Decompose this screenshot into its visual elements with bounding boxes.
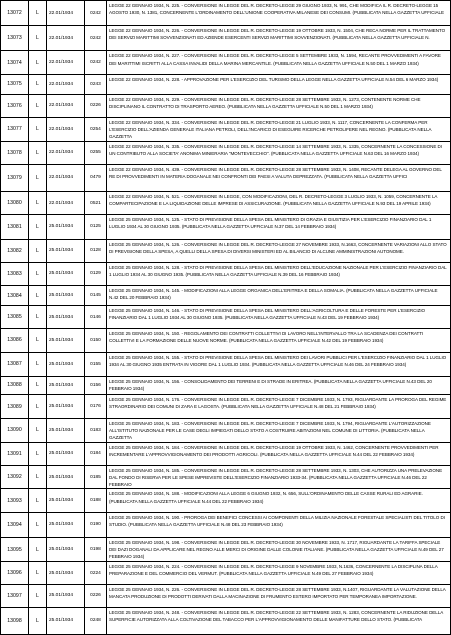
record-number: 13088: [1, 376, 29, 394]
record-description: LEGGE 22 GENNAIO 1934, N. 334. - CONVERSIONE IN LEGGE DEL R. DECRETO-LEGGE 21 LUGLIO 1933, N. 1117, CONCERNENTE LA CONFERMA PER L'ESERCIZIO DELL'AZIENDA GENERALE ITALIANA PETROLI, DELL'INCARICO DI ESEGUIRE RICERCHE PETROLIFERE NEL REGNO. (PUBBLICATA NELLA GAZZETTA: [107, 118, 451, 142]
record-page: 0150: [85, 329, 107, 352]
record-description: LEGGE 22 GENNAIO 1934, N. 227. - CONVERSIONE IN LEGGE DEL R. DECRETO-LEGGE 5 SETTEMBRE 1933, N. 1594, RECANTE PROVVEDIMENTI A FAVORE DEI MARITTIMI ISCRITTI ALLA CASSA INVALIDI DELLA MARINA MERCANTILE. (PUBBLICATA NELLA GAZZETTA UFFICIALE N.50 DEL 1 MARZO 1934): [107, 51, 451, 74]
record-date: 25.01/1934: [47, 262, 85, 285]
record-type: L: [29, 585, 47, 607]
record-page: 0128: [85, 239, 107, 262]
table-row: [1, 489, 451, 512]
record-date: 22.01/1934: [47, 26, 85, 51]
record-number: 13081: [1, 215, 29, 239]
record-number: 13098: [1, 607, 29, 634]
record-date: 22.01/1934: [47, 192, 85, 215]
record-type: L: [29, 118, 47, 142]
record-number: 13085: [1, 306, 29, 329]
record-type: L: [29, 394, 47, 418]
record-page: 0190: [85, 512, 107, 537]
table-row: [1, 26, 451, 51]
record-page: 0183: [85, 419, 107, 443]
record-date: 22.01/1934: [47, 164, 85, 191]
record-date: 25.01/1934: [47, 352, 85, 376]
record-type: L: [29, 442, 47, 465]
table-row: [1, 442, 451, 465]
record-date: 25.01/1934: [47, 419, 85, 443]
record-page: 0146: [85, 306, 107, 329]
table-row: [1, 419, 451, 443]
table-row: [1, 465, 451, 489]
record-page: 0176: [85, 394, 107, 418]
record-type: L: [29, 262, 47, 285]
record-description: LEGGE 25 GENNAIO 1934, N. 226. - CONVERSIONE IN LEGGE DEL R. DECRETO-LEGGE 28 SETTEMBRE 1933, N.1407, RIGUARDANTE LA VALUTAZIONE DELLA MANCATA PRODUZIONE DI PRODOTTI DERIVATI DALLA MACINAZIONE DI FRUMENTO ESTERO IMPORTATO PER TEMPORANEA IMPORTAZIONE.: [107, 585, 451, 607]
record-number: 13089: [1, 394, 29, 418]
record-type: L: [29, 329, 47, 352]
record-number: 13095: [1, 537, 29, 561]
record-type: L: [29, 1, 47, 26]
record-date: 22.01/1934: [47, 74, 85, 94]
record-description: LEGGE 22 GENNAIO 1934, N. 439. - CONVERSIONE IN LEGGE DEL R. DECRETO-LEGGE 28 SETTEMBRE 1933, N. 1408, RECANTE DELEGA AL GOVERNO DEL RE DI PROVVEDIMENTI IN MATERIA DOGANALE NEI CONFRONTI DEI PAESI A VALUTA DEPREZZATA. (PUBBLICATA NELLA GAZZETTA UFFICI: [107, 164, 451, 191]
record-number: 13074: [1, 51, 29, 74]
record-date: 25.01/1934: [47, 537, 85, 561]
table-row: [1, 585, 451, 607]
record-description: LEGGE 22 GENNAIO 1934, N. 226. - CONVERSIONE IN LEGGE DEL R. DECRETO-LEGGE 19 OTTOBRE 1933, N. 1504, CHE RECA NORME PER IL TRATTAMENTO DEI SERVIZI MARITTIMI SOVVENZIONATI ED AZIENDE ESERCENTI SERVIZI MARITTIMI SOVVENZIONATI. (PUBBLICATA NELLA GAZZETTA UFFICIALE N.: [107, 26, 451, 51]
record-type: L: [29, 512, 47, 537]
table-row: [1, 285, 451, 305]
record-description: LEGGE 25 GENNAIO 1934, N. 224. - CONVERSIONE IN LEGGE DEL R. DECRETO-LEGGE 9 NOVEMBRE 1933, N.1636, CONCERNENTE LA DISCIPLINA DELLA PREPARAZIONE E DEL COMMERCIO DEL VERMUT. (PUBBLICATA NELLA GAZZETTA UFFICIALE N.49 DEL 27 FEBBRAIO 1934): [107, 562, 451, 585]
record-page: 0479: [85, 164, 107, 191]
record-page: 0226: [85, 585, 107, 607]
record-date: 25.01/1934: [47, 306, 85, 329]
record-description: LEGGE 25 GENNAIO 1934, N. 128. - STATO DI PREVISIONE DELLA SPESA DEL MINISTERO DELL'EDUCAZIONE NAZIONALE PER L'ESERCIZIO FINANZIARIO DAL 1 LUGLIO 1934 AL 30 GIUGNO 1935. (PUBBLICATA NELLA GAZZETTA UFFICIALE N.39 DEL 16 FEBBRAIO 1934): [107, 262, 451, 285]
record-page: 0255: [85, 141, 107, 164]
record-description: LEGGE 25 GENNAIO 1934, N. 125. - STATO DI PREVISIONE DELLA SPESA DEL MINISTERO DI GRAZIA E GIUSTIZIA PER L'ESERCIZIO FINANZIARIO DAL 1 LUGLIO 1934 AL 30 GIUGNO 1935. (PUBBLICATA NELLA GAZZETTA UFFICIALE N.37 DEL 14 FEBBRAIO 1934): [107, 215, 451, 239]
table-row: [1, 352, 451, 376]
record-number: 13075: [1, 74, 29, 94]
record-type: L: [29, 285, 47, 305]
record-type: L: [29, 352, 47, 376]
table-row: [1, 562, 451, 585]
record-page: 0198: [85, 537, 107, 561]
table-row: [1, 118, 451, 142]
record-description: LEGGE 25 GENNAIO 1934, N. 176. - CONVERSIONE IN LEGGE DEL R. DECRETO-LEGGE 7 DICEMBRE 1933, N. 1793, RIGUARDANTE LA PROROGA DEL REGIME STRAORDINARIO DEI COMUNI DI ZARA E LAGOSTA. (PUBBLICATA NELLA GAZZETTA UFFICIALE N.48 DEL 21 FEBBRAIO 1934): [107, 394, 451, 418]
record-number: 13072: [1, 1, 29, 26]
record-date: 25.01/1934: [47, 512, 85, 537]
record-description: LEGGE 25 GENNAIO 1934, N. 183. - CONVERSIONE IN LEGGE DEL R. DECRETO-LEGGE 7 DICEMBRE 1933, N. 1794, RIGUARDANTE L'AUTORIZZAZIONE ALL'ISTITUTO NAZIONALE PER LE CASE DEGLI IMPIEGATI DELLO STATO A COSTRUIRE ABITAZIONI NEL COMUNE DI LITTORIA. (PUBBLICATA NELLA GAZZETTA: [107, 419, 451, 443]
record-page: 0248: [85, 607, 107, 634]
record-number: 13078: [1, 141, 29, 164]
table-row: [1, 262, 451, 285]
record-type: L: [29, 51, 47, 74]
record-type: L: [29, 215, 47, 239]
record-date: 25.01/1934: [47, 215, 85, 239]
record-type: L: [29, 141, 47, 164]
record-date: 22.01/1934: [47, 141, 85, 164]
record-page: 0242: [85, 1, 107, 26]
record-date: 25.01/1934: [47, 585, 85, 607]
record-page: 0185: [85, 465, 107, 489]
record-description: LEGGE 25 GENNAIO 1934, N. 198. - CONVERSIONE IN LEGGE DEL R. DECRETO-LEGGE 30 NOVEMBRE 1933, N. 1717, RIGUARDANTE LA TARIFFA SPECIALE DEI DAZI DOGANALI DA APPLICARE NEL REGNO ALLE MERCI DI ORIGINE DALLE COLONIE ITALIANE. (PUBBLICATA NELLA GAZZETTA UFFICIALE N.49 DEL 27 FEBBRAIO 1934): [107, 537, 451, 561]
table-row: [1, 51, 451, 74]
record-page: 0521: [85, 192, 107, 215]
record-page: 0242: [85, 26, 107, 51]
record-number: 13084: [1, 285, 29, 305]
record-page: 0155: [85, 352, 107, 376]
register-body: [1, 1, 451, 635]
record-type: L: [29, 74, 47, 94]
record-number: 13083: [1, 262, 29, 285]
record-description: LEGGE 25 GENNAIO 1934, N. 248. - CONVERSIONE IN LEGGE DEL R. DECRETO-LEGGE 22 SETTEMBRE 1933, N. 1283, CONCERNENTE LA RIDUZIONE DELLA SUPERFICIE AUTORIZZATA ALLA COLTIVAZIONE DEL TABACCO PER L'APPROVVIGIONAMENTO DELLE MANIFATTURE DELLO STATO. (PUBBLICATA: [107, 607, 451, 634]
record-page: 0125: [85, 215, 107, 239]
record-type: L: [29, 419, 47, 443]
table-row: [1, 164, 451, 191]
record-page: 0184: [85, 442, 107, 465]
table-row: [1, 94, 451, 117]
record-date: 25.01/1934: [47, 239, 85, 262]
table-row: [1, 607, 451, 634]
record-description: LEGGE 25 GENNAIO 1934, N. 184. - CONVERSIONE IN LEGGE DEL R. DECRETO-LEGGE 19 OTTOBRE 1933, N. 1462, CONCERNENTE PROVVEDIMENTI PER INCREMENTARE L'APPROVVIGIONAMENTO DEI PRODOTTI AGRICOLI. (PUBBLICATA NELLA GAZZETTA UFFICIALE N.44 DEL 22 FEBBRAIO 1934): [107, 442, 451, 465]
record-date: 25.01/1934: [47, 394, 85, 418]
record-description: LEGGE 25 GENNAIO 1934, N. 190. - PROROGA DEI BENEFICI CONCESSI AI COMPONENTI DELLA MILIZIA NAZIONALE FORESTALE SPECIALISTI DEL TITOLO DI STUDIO. (PUBBLICATA NELLA GAZZETTA UFFICIALE N.48 DEL 23 FEBBRAIO 1934): [107, 512, 451, 537]
record-number: 13073: [1, 26, 29, 51]
record-type: L: [29, 607, 47, 634]
record-type: L: [29, 306, 47, 329]
record-date: 25.01/1934: [47, 465, 85, 489]
record-date: 25.01/1934: [47, 562, 85, 585]
record-date: 25.01/1934: [47, 285, 85, 305]
table-row: [1, 141, 451, 164]
record-date: 25.01/1934: [47, 489, 85, 512]
record-number: 13080: [1, 192, 29, 215]
record-date: 22.01/1934: [47, 51, 85, 74]
record-number: 13086: [1, 329, 29, 352]
record-number: 13097: [1, 585, 29, 607]
record-page: 0129: [85, 262, 107, 285]
record-type: L: [29, 465, 47, 489]
record-page: 0226: [85, 94, 107, 117]
table-row: [1, 376, 451, 394]
table-row: [1, 394, 451, 418]
record-description: LEGGE 25 GENNAIO 1934, N. 156. - CONSOLIDAMENTO DEI TERRENI E DI STRADE IN ERITREA. (PUBBLICATA NELLA GAZZETTA UFFICIALE N.43 DEL 20 FEBBRAIO 1934): [107, 376, 451, 394]
record-date: 22.01/1934: [47, 118, 85, 142]
record-page: 0224: [85, 562, 107, 585]
record-number: 13091: [1, 442, 29, 465]
record-number: 13076: [1, 94, 29, 117]
record-page: 0156: [85, 376, 107, 394]
record-page: 0243: [85, 74, 107, 94]
record-page: 0242: [85, 51, 107, 74]
record-number: 13094: [1, 512, 29, 537]
record-description: LEGGE 25 GENNAIO 1934, N. 185. - CONVERSIONE IN LEGGE DEL R. DECRETO-LEGGE 28 SETTEMBRE 1933, N. 1303, CHE AUTORIZZA UNA PRELEVAZIONE DAL FONDO DI RISERVA PER LE SPESE IMPREVISTE DELL'ESERCIZIO FINANZIARIO 1933-34. (PUBBLICATA NELLA GAZZETTA UFFICIALE N.46 DEL 22 FEBBRAIO: [107, 465, 451, 489]
record-description: LEGGE 25 GENNAIO 1934, N. 145. - MODIFICAZIONI ALLA LEGGE ORGANICA DELL'ERITREA E DELLA SOMALIA. (PUBBLICATA NELLA GAZZETTA UFFICIALE N.42 DEL 20 FEBBRAIO 1934): [107, 285, 451, 305]
record-description: LEGGE 22 GENNAIO 1934, N. 229. - CONVERSIONE IN LEGGE DEL R. DECRETO-LEGGE 28 SETTEMBRE 1933, N. 1273, CONTENENTE NORME CHE DISCIPLINANO IL CONTRATTO DI TRASPORTO AEREO. (PUBBLICATA NELLA GAZZETTA UFFICIALE N.50 DEL 1 MARZO 1934): [107, 94, 451, 117]
record-description: LEGGE 22 GENNAIO 1934, N. 228. - APPROVAZIONE PER L'ESERCIZIO DEL TURISMO DELLA LEGGE NELLA GAZZETTA UFFICIALE N.54 DEL 6 MARZO 1934): [107, 74, 451, 94]
record-description: LEGGE 25 GENNAIO 1934, N. 188. - MODIFICAZIONI ALLA LEGGE 6 GIUGNO 1932, N. 656, SULL'ORDINAMENTO DELLE CASSE RURALI ED AGRARIE. (PUBBLICATA NELLA GAZZETTA UFFICIALE N.44 DEL 22 FEBBRAIO 1934): [107, 489, 451, 512]
table-row: [1, 1, 451, 26]
record-description: LEGGE 25 GENNAIO 1934, N. 155. - STATO DI PREVISIONE DELLA SPESA DEL MINISTERO DEI LAVORI PUBBLICI PER L'ESERCIZIO FINANZIARIO DAL 1 LUGLIO 1934 AL 30 GIUGNO 1935 ENTRATA IN VIGORE DAL 1 LUGLIO 1934. (PUBBLICATA NELLA GAZZETTA UFFICIALE N.46 DEL 24 FEBBRAIO 1934): [107, 352, 451, 376]
record-page: 0188: [85, 489, 107, 512]
record-number: 13087: [1, 352, 29, 376]
record-description: LEGGE 25 GENNAIO 1934, N. 150. - REGOLAMENTO DEI CONTRATTI COLLETTIVI DI LAVORO NELL'INTERVALLO TRA LA SCADENZA DEI CONTRATTI COLLETTIVI E LA FORMAZIONE DELLE NUOVE NORME. (PUBBLICATA NELLA GAZZETTA UFFICIALE N.42 DEL 19 FEBBRAIO 1934): [107, 329, 451, 352]
table-row: [1, 512, 451, 537]
record-description: LEGGE 22 GENNAIO 1934, N. 225. - CONVERSIONE IN LEGGE DEL R. DECRETO-LEGGE 29 GIUGNO 1933, N. 991, CHE MODIFICA IL R. DECRETO-LEGGE 15 AGOSTO 1930, N. 1381, CONCERNENTE L'ORDINAMENTO DELL'UNIONE COOPERATIVA MILANESE DEI CONSUMI. (PUBBLICATA NELLA GAZZETTA UFFICIALE: [107, 1, 451, 26]
table-row: [1, 306, 451, 329]
record-date: 22.01/1934: [47, 1, 85, 26]
record-type: L: [29, 562, 47, 585]
record-number: 13082: [1, 239, 29, 262]
table-row: [1, 329, 451, 352]
record-number: 13090: [1, 419, 29, 443]
record-type: L: [29, 26, 47, 51]
record-page: 0254: [85, 118, 107, 142]
table-row: [1, 239, 451, 262]
record-type: L: [29, 192, 47, 215]
record-description: LEGGE 22 GENNAIO 1934, N. 335. - CONVERSIONE IN LEGGE DEL R. DECRETO-LEGGE 14 SETTEMBRE 1933, N. 1335, CONCERNENTE LA CONCESSIONE DI UN CONTRIBUTO ALLA SOCIETA' ANONIMA MINIERARIA "MONTEVECCHIO". (PUBBLICATA NELLA GAZZETTA UFFICIALE N.63 DEL 16 MARZO 1934): [107, 141, 451, 164]
record-type: L: [29, 164, 47, 191]
table-row: [1, 74, 451, 94]
record-number: 13092: [1, 465, 29, 489]
record-date: 25.01/1934: [47, 607, 85, 634]
record-description: LEGGE 25 GENNAIO 1934, N. 126. - CONVERSIONE IN LEGGE DEL R. DECRETO-LEGGE 27 NOVEMBRE 1933, N.1663, CONCERNENTE VARIAZIONI ALLO STATO DI PREVISIONE DELLA SPESA, A QUELLI DELLA SPESA DI DIVERSI MINISTERI ED AL BILANCIO DI ALCUNE AMMINISTRAZIONI AUTONOME.: [107, 239, 451, 262]
record-type: L: [29, 489, 47, 512]
table-row: [1, 215, 451, 239]
table-row: [1, 192, 451, 215]
record-type: L: [29, 239, 47, 262]
record-date: 25.01/1934: [47, 376, 85, 394]
record-type: L: [29, 94, 47, 117]
record-number: 13096: [1, 562, 29, 585]
record-page: 0145: [85, 285, 107, 305]
record-number: 13077: [1, 118, 29, 142]
record-description: LEGGE 22 GENNAIO 1934, N. 521. - CONVERSIONE IN LEGGE, CON MODIFICAZIONI, DEL R. DECRETO-LEGGE 3 LUGLIO 1933, N. 1059, CONCERNENTE LA COMPARTECIPAZIONE E LA LIQUIDAZIONE DELLE IMPRESE DI ASSICURAZIONE. (PUBBLICATA NELLA GAZZETTA UFFICIALE N.93 DEL 19 APRILE 1934): [107, 192, 451, 215]
record-number: 13079: [1, 164, 29, 191]
record-date: 22.01/1934: [47, 94, 85, 117]
record-type: L: [29, 537, 47, 561]
record-number: 13093: [1, 489, 29, 512]
record-description: LEGGE 25 GENNAIO 1934, N. 146. - STATO DI PREVISIONE DELLA SPESA DEL MINISTERO DELL'AGRICOLTURA E DELLE FORESTE PER L'ESERCIZIO FINANZIARIO DAL 1 LUGLIO 1934 AL 30 GIUGNO 1935. (PUBBLICATA NELLA GAZZETTA UFFICIALE N.43 DEL 19 FEBBRAIO 1934): [107, 306, 451, 329]
record-date: 25.01/1934: [47, 329, 85, 352]
record-date: 25.01/1934: [47, 442, 85, 465]
table-row: [1, 537, 451, 561]
record-type: L: [29, 376, 47, 394]
